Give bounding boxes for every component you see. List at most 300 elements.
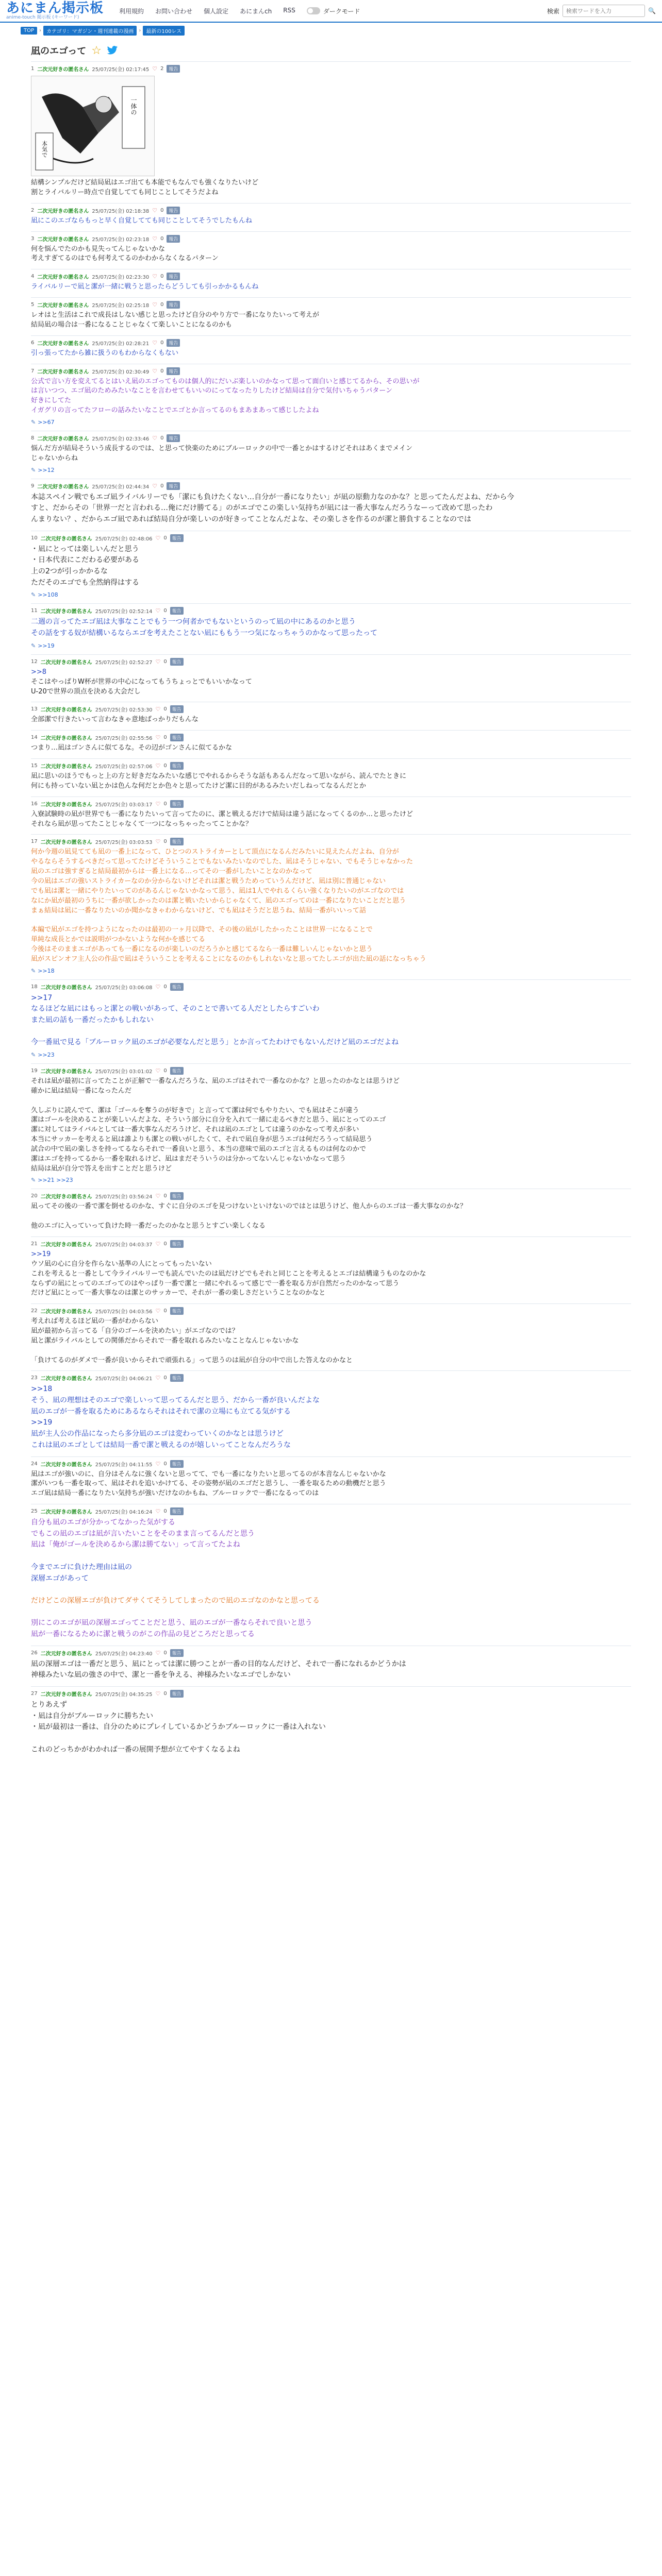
post-line: 潔に対してはライバルとしては一番大事なんだろうけど、それは凪のエゴとしては違うのかなって考えが多い (31, 1126, 359, 1134)
heart-icon[interactable]: ♡ (152, 339, 158, 346)
post-number[interactable]: 27 (31, 1691, 38, 1697)
post-body (31, 1202, 631, 1231)
post-date: 25/07/25(金) 02:48:06 (95, 536, 153, 542)
logo-text[interactable]: あにまん掲示板 (6, 1, 104, 16)
heart-icon[interactable]: ♡ (155, 1649, 161, 1656)
post-body (31, 743, 631, 753)
post-date: 25/07/25(金) 02:55:56 (95, 736, 153, 742)
report-button[interactable]: 報告 (170, 1649, 184, 1657)
post-date: 25/07/25(金) 04:11:55 (95, 1462, 153, 1468)
post-line: でも凪は潔と一緒にやりたいってのがあるんじゃないかなって思う、凪は1人でやれるくらい強くなりたいのがエゴなのでは (31, 887, 404, 895)
post-number[interactable]: 2 (31, 207, 35, 213)
nav-terms[interactable]: 利用規約 (119, 7, 144, 15)
post-date: 25/07/25(金) 02:44:34 (92, 484, 150, 490)
heart-icon[interactable]: ♡ (152, 235, 158, 242)
post-date: 25/07/25(金) 03:03:17 (95, 802, 153, 808)
post-line: これは凪のエゴとしては結局一番で潔と戦えるのが嬉しいってことなんだろうな (31, 1440, 291, 1449)
like-count: 0 (163, 763, 167, 769)
svg-text:本気で: 本気で (41, 141, 48, 158)
post-line: これのどっちかがわかれば一番の展開予想が立てやすくなるよね (31, 1745, 240, 1754)
post-line (31, 1212, 631, 1222)
like-count: 0 (163, 706, 167, 713)
post-date: 25/07/25(金) 02:25:18 (92, 303, 150, 309)
post-meta (31, 273, 631, 280)
report-button[interactable]: 報告 (170, 762, 184, 770)
poster-name: 二次元好きの匿名さん (40, 1376, 92, 1382)
post-line: まぁ結局は凪に一番なりたいのか聞かなきゃわからないけど、でも凪はそうだと思うね、結局一番がいいって話 (31, 906, 367, 914)
nav-settings[interactable]: 個人設定 (204, 7, 229, 15)
post-number[interactable]: 22 (31, 1308, 38, 1314)
like-count: 0 (163, 1308, 167, 1314)
post-body (31, 1077, 631, 1174)
post-line (31, 1026, 631, 1038)
post-line (31, 1096, 631, 1106)
reply-links[interactable] (31, 1177, 631, 1183)
report-button[interactable]: 報告 (170, 734, 184, 741)
heart-icon[interactable]: ♡ (155, 762, 161, 770)
post-line: 深層エゴがあって (31, 1574, 89, 1583)
report-button[interactable]: 報告 (167, 207, 180, 214)
reply-links[interactable] (31, 968, 631, 974)
like-count: 0 (163, 535, 167, 541)
poster-name: 二次元好きの匿名さん (37, 275, 89, 281)
post (31, 796, 631, 835)
post-meta (31, 339, 631, 347)
header-nav (119, 7, 295, 15)
post-number[interactable]: 3 (31, 235, 35, 242)
report-button[interactable]: 報告 (170, 1067, 184, 1075)
post (31, 603, 631, 654)
reply-anchor[interactable]: >>67 (38, 418, 55, 426)
post-line: 今一番凪で見る「ブルーロック凪のエゴが必要なんだと思う」とか言ってたわけでもないんだけど凪のエゴだよね (31, 1038, 399, 1047)
post (31, 1504, 631, 1646)
post-date: 25/07/25(金) 03:01:02 (95, 1069, 153, 1075)
post-line: 何を悩んでたのかも見失ってんじゃないかな (31, 245, 166, 253)
post-date: 25/07/25(金) 02:23:30 (92, 275, 150, 281)
heart-icon[interactable]: ♡ (152, 434, 158, 442)
heart-icon[interactable]: ♡ (155, 607, 161, 615)
like-count: 0 (163, 608, 167, 614)
post (31, 654, 631, 702)
post-line: ライバルリーで凪と潔が一緒に戦うと思ったらどうしても引っかかるもんね (31, 283, 259, 291)
post-meta (31, 434, 631, 442)
site-logo[interactable] (6, 2, 104, 20)
post-line: ただそのエゴでも全然納得はする (31, 578, 139, 587)
reply-icon: ✎ (31, 1052, 36, 1058)
report-button[interactable]: 報告 (170, 607, 184, 615)
search-area (547, 5, 656, 17)
post-body (31, 772, 631, 791)
post-line: U-20で世界の頂点を決める大会だし (31, 687, 141, 696)
heart-icon[interactable]: ♡ (155, 734, 161, 741)
report-button[interactable]: 報告 (170, 1460, 184, 1468)
post-line (31, 1551, 631, 1562)
post-line: 凪ってその後の一番で潔を倒せるのかな、すぐに自分のエゴを見つけないといけないのではとは思うけど、他人からのエゴは一番大事なのかな？ (31, 1202, 467, 1211)
post-date: 25/07/25(金) 03:56:24 (95, 1194, 153, 1200)
reply-anchor[interactable]: >>12 (38, 466, 55, 473)
reply-anchor[interactable]: >>108 (38, 591, 58, 599)
twitter-icon[interactable] (107, 46, 118, 55)
post-line: やるならそうするべきだって思ってたけどそういうことでもないみたいなのでした、凪はそうじゃない、でもそうじゃなかった (31, 858, 413, 866)
poster-name: 二次元好きの匿名さん (40, 536, 92, 542)
post-line: その話をする奴が結構いるならエゴを考えたことない凪にももう一つ気になっちゃうのかなって思ったって (31, 629, 377, 638)
poster-name: 二次元好きの匿名さん (40, 736, 92, 742)
post-line (31, 1346, 631, 1356)
post-line: それなら凪が思ってたことじゃなくて一つになっちゃったってことかな？ (31, 820, 253, 828)
post-line: そう、凪の理想はそのエゴで楽しいって思ってるんだと思う、だから一番が良いんだよな (31, 1396, 320, 1405)
post (31, 1063, 631, 1189)
nav-rss[interactable]: RSS (283, 6, 295, 14)
post-number[interactable]: 24 (31, 1461, 38, 1467)
poster-name: 二次元好きの匿名さん (40, 1309, 92, 1315)
heart-icon[interactable]: ♡ (155, 706, 161, 713)
post-line: ・凪が最初は一番は、自分のためにプレイしているかどうかブルーロックに一番は入れない (31, 1723, 326, 1732)
like-count: 2 (160, 66, 164, 72)
post-line: 引っ張ってたから雑に扱うのもわからなくもない (31, 349, 179, 357)
report-button[interactable]: 報告 (170, 1307, 184, 1315)
report-button[interactable]: 報告 (170, 658, 184, 666)
post-line: 今までエゴに負けた理由は凪の (31, 1563, 132, 1571)
post-number[interactable]: 17 (31, 839, 38, 845)
post-line: 凪のエゴが一番を取るためにあるならそれはそれで潔の立場にも立てる気がする (31, 1407, 291, 1416)
post-line: 単純な成長とかでは説明がつかないような何かを感じてる (31, 936, 206, 944)
post-body (31, 444, 631, 464)
heart-icon[interactable]: ♡ (155, 983, 161, 990)
report-button[interactable]: 報告 (170, 1240, 184, 1248)
poster-name: 二次元好きの匿名さん (40, 985, 92, 991)
post-meta (31, 983, 631, 991)
post-line: >>17 (31, 993, 53, 1002)
heart-icon[interactable]: ♡ (155, 1375, 161, 1382)
post-body (31, 216, 631, 226)
post-meta (31, 607, 631, 615)
post-line: それは凪が最初に言ってたことが正解で一番なんだろうな、凪のエゴはそれで一番なのかな？と思ったのかなとは思うけど (31, 1077, 400, 1085)
report-button[interactable]: 報告 (170, 1374, 184, 1382)
post-line: また凪の話も一番だったかもしれない (31, 1015, 154, 1024)
post-line: これを考えると一番として今ライバルリーでも読んでいたのは凪だけどでもそれと同じことを考えるとエゴは結構違うものなのかな (31, 1269, 426, 1278)
post-number[interactable]: 9 (31, 483, 35, 489)
like-count: 0 (160, 483, 164, 489)
post-line: ・日本代表にこだわる必要がある (31, 556, 139, 565)
post-meta (31, 1307, 631, 1315)
poster-name: 二次元好きの匿名さん (37, 341, 89, 347)
reply-icon: ✎ (31, 967, 36, 974)
reply-anchor[interactable]: >>19 (38, 642, 55, 649)
post-line: 凪の深層エゴは一番だと思う、凪にとっては潔に勝つことが一番の目的なんだけど、それで一番になれるかどうかは (31, 1659, 406, 1668)
search-icon[interactable]: 🔍 (648, 7, 656, 14)
report-button[interactable]: 報告 (167, 301, 180, 309)
post (31, 431, 631, 479)
post (31, 1370, 631, 1456)
report-button[interactable]: 報告 (170, 1507, 184, 1515)
post (31, 231, 631, 269)
post (31, 203, 631, 231)
post-meta (31, 1460, 631, 1468)
poster-name: 二次元好きの匿名さん (40, 1242, 92, 1248)
like-count: 0 (163, 1650, 167, 1656)
post-body (31, 245, 631, 264)
post-number[interactable]: 26 (31, 1650, 38, 1656)
poster-name: 二次元好きの匿名さん (40, 1194, 92, 1200)
post-meta (31, 1690, 631, 1698)
post-number[interactable]: 19 (31, 1068, 38, 1074)
heart-icon[interactable]: ♡ (152, 65, 158, 72)
heart-icon[interactable]: ♡ (155, 838, 161, 845)
post-body (31, 311, 631, 330)
like-count: 0 (163, 735, 167, 741)
heart-icon[interactable]: ♡ (155, 1308, 161, 1315)
post (31, 1303, 631, 1370)
breadcrumb-category[interactable]: カテゴリ：マガジン・週刊連載の漫画 (43, 26, 137, 36)
reply-icon: ✎ (31, 642, 36, 649)
report-button[interactable]: 報告 (167, 339, 180, 347)
post-line: 凪は「俺がゴールを決めるから潔は勝てない」って言ってたよね (31, 1540, 240, 1549)
post-line: は言いつつ、エゴ凪のためみたいなことを言わせてもいいのにってなったりしたけど結局は自分で気付いちゃうパターン (31, 387, 392, 395)
post-number[interactable]: 13 (31, 706, 38, 713)
report-button[interactable]: 報告 (170, 1690, 184, 1698)
report-button[interactable]: 報告 (167, 367, 180, 375)
like-count: 0 (163, 1509, 167, 1515)
post-line: 入寮試験時の凪が世界でも一番になりたいって言ってたのに、潔と戦えるだけで結局は違う話になってくるのか…と思ったけど (31, 810, 413, 818)
post-line: だけどこの深層エゴが負けてダサくてそうしてしまったので凪のエゴなのかなと思ってる (31, 1596, 320, 1605)
post-line: 二週の言ってたエゴ凪は大事なことでもう一つ何者かでもないというのって凪の中にあるのかと思う (31, 618, 356, 626)
nav-animanch[interactable]: あにまんch (240, 7, 272, 15)
heart-icon[interactable]: ♡ (152, 482, 158, 489)
post-body (31, 1517, 631, 1640)
post-line: 自分も凪のエゴが分かってなかった気がする (31, 1518, 175, 1527)
post-date: 25/07/25(金) 02:53:30 (95, 707, 153, 714)
post-number[interactable]: 14 (31, 735, 38, 741)
post-line: 好きにしてた (31, 397, 72, 405)
post-line: じゃないからね (31, 454, 78, 462)
post-meta (31, 762, 631, 770)
post-meta (31, 705, 631, 713)
report-button[interactable]: 報告 (167, 434, 180, 442)
search-input[interactable] (562, 5, 645, 17)
post-number[interactable]: 4 (31, 274, 35, 280)
post (31, 269, 631, 297)
post-meta (31, 838, 631, 845)
post-line: 考えれば考えるほど凪の一番がわからない (31, 1317, 159, 1326)
post-date: 25/07/25(金) 02:18:38 (92, 208, 150, 214)
post-body (31, 668, 631, 697)
post-line: だけど凪にとって一番大事なのは潔とのサッカーで、それが一番の楽しさだということなのかなと (31, 1289, 326, 1297)
post-line: 何にも持っていない凪とかは色んな何だとか色々と思ってたけど潔に目的があるみたいだしねってなるんだとか (31, 782, 367, 790)
post-number[interactable]: 12 (31, 658, 38, 665)
report-button[interactable]: 報告 (167, 273, 180, 280)
post-date: 25/07/25(金) 02:23:18 (92, 236, 150, 243)
post-line: >>18 (31, 1385, 53, 1394)
reply-links[interactable] (31, 419, 631, 426)
reply-anchor[interactable]: >>18 (38, 967, 55, 974)
report-button[interactable]: 報告 (167, 235, 180, 243)
post-line: ならずの凪にとってのエゴってのはやっぱり一番で潔と一緒にやれるって感じで一番を取る方が自然だったのかなって思う (31, 1279, 400, 1287)
post-number[interactable]: 10 (31, 535, 38, 541)
post-line: 凪が最初から言ってる「自分のゴールを決めたい」がエゴなのでは？ (31, 1327, 239, 1335)
post-meta (31, 1067, 631, 1075)
report-button[interactable]: 報告 (167, 65, 180, 73)
like-count: 0 (163, 658, 167, 665)
post-body (31, 377, 631, 416)
post-number[interactable]: 18 (31, 984, 38, 990)
post-line: つまり…凪はゴンさんに似てるな。その辺がゴンさんに似てるかな (31, 744, 233, 752)
post-line: 凪が主人公の作品になったら多分凪のエゴは変わっていくのかなとは思うけど (31, 1430, 284, 1438)
post-line: そこはやっぱりW杯が世界の中心になってもうちょっとでもいいかなって (31, 677, 252, 686)
report-button[interactable]: 報告 (170, 705, 184, 713)
post-meta (31, 534, 631, 542)
post-line: 今後はそのままエゴがあっても一番になるのが楽しいのだろうかと感じてるなら一番は難しいんじゃないかと思う (31, 945, 373, 953)
heart-icon[interactable]: ♡ (152, 273, 158, 280)
post-number[interactable]: 8 (31, 435, 35, 441)
post-date: 25/07/25(金) 02:57:06 (95, 764, 153, 770)
nav-contact[interactable]: お問い合わせ (155, 7, 193, 15)
post-date: 25/07/25(金) 02:52:14 (95, 609, 153, 615)
post (31, 335, 631, 364)
heart-icon[interactable]: ♡ (155, 1508, 161, 1515)
breadcrumb-separator-icon: › (39, 28, 42, 33)
thread-title-row (0, 39, 662, 61)
reply-anchor[interactable]: >>23 (38, 1052, 55, 1058)
post-image[interactable] (31, 76, 155, 176)
like-count: 0 (160, 235, 164, 242)
post-line: 悩んだ方が結局そういう成長するのでは、と思って快楽のためにブルーロックの中で一番とかはするけどそれはあくまでメイン (31, 444, 412, 452)
post-date: 25/07/25(金) 04:03:56 (95, 1309, 153, 1315)
poster-name: 二次元好きの匿名さん (37, 484, 89, 490)
reply-icon: ✎ (31, 418, 36, 426)
post-number[interactable]: 11 (31, 608, 38, 614)
reply-links[interactable] (31, 1052, 631, 1058)
post-number[interactable]: 23 (31, 1375, 38, 1381)
post-line: >>19 (31, 1418, 53, 1427)
heart-icon[interactable]: ♡ (155, 658, 161, 665)
reply-links[interactable] (31, 467, 631, 473)
poster-name: 二次元好きの匿名さん (40, 609, 92, 615)
heart-icon[interactable]: ♡ (152, 301, 158, 309)
heart-icon[interactable]: ♡ (155, 1067, 161, 1074)
post (31, 758, 631, 796)
post (31, 1456, 631, 1504)
poster-name: 二次元好きの匿名さん (40, 707, 92, 714)
like-count: 0 (163, 1461, 167, 1467)
post-number[interactable]: 6 (31, 340, 35, 346)
heart-icon[interactable]: ♡ (155, 1460, 161, 1467)
reply-links[interactable] (31, 591, 631, 598)
reply-anchor[interactable]: >>21 >>23 (38, 1177, 73, 1184)
heart-icon[interactable]: ♡ (152, 367, 158, 375)
poster-name: 二次元好きの匿名さん (37, 369, 89, 375)
post-line: 本誌スペイン戦でもエゴ凪ライバルリーでも「潔にも負けたくない…自分が一番になりたい」が凪の原動力なのかな？と思ってたんだよね、だから今 (31, 493, 515, 501)
post-number[interactable]: 1 (31, 66, 35, 72)
post-number[interactable]: 20 (31, 1193, 38, 1199)
post-line: 久しぶりに読んでて、潔は「ゴールを奪うのが好きで」と言ってて潔は何でもやりたい、でも凪はそこが違う (31, 1106, 359, 1114)
post (31, 1189, 631, 1236)
report-button[interactable]: 報告 (170, 838, 184, 845)
post-line: 凪がスピンオフ主人公の作品で凪はそういうことを考えることになるのかもしれないなと思ってたしエゴが出た凪の話になっちゃう (31, 955, 426, 963)
post-line: 全部潔で行きたいって言わなきゃ意地ばっかりだもんな (31, 716, 199, 724)
post-number[interactable]: 16 (31, 801, 38, 807)
like-count: 0 (163, 839, 167, 845)
dark-mode-label: ダークモード (323, 7, 360, 15)
heart-icon[interactable]: ♡ (155, 1193, 161, 1200)
post-date: 25/07/25(金) 04:23:40 (95, 1651, 153, 1657)
post-line: 試合の中で凪の楽しさを持ってるならそれで一番良いと思う、本当の意味で凪のエゴと言えるものは何なのかで (31, 1145, 367, 1153)
post-line: 確かに凪は結局一番になったんだ (31, 1087, 132, 1095)
reply-icon: ✎ (31, 1177, 36, 1184)
post-date: 25/07/25(金) 02:28:21 (92, 341, 150, 347)
post-line: >>19 (31, 1250, 51, 1258)
post-body (31, 1470, 631, 1499)
poster-name: 二次元好きの匿名さん (37, 303, 89, 309)
heart-icon[interactable]: ♡ (155, 1240, 161, 1247)
site-header (0, 0, 662, 23)
report-button[interactable]: 報告 (170, 800, 184, 808)
post-meta (31, 207, 631, 214)
heart-icon[interactable]: ♡ (155, 800, 161, 807)
post-line: ・凪にとっては楽しいんだと思う (31, 545, 139, 553)
report-button[interactable]: 報告 (170, 1192, 184, 1200)
breadcrumb (0, 23, 662, 39)
poster-name: 二次元好きの匿名さん (37, 236, 89, 243)
post-number[interactable]: 25 (31, 1509, 38, 1515)
post-line: 凪と潔がライバルとしての関係だからそれで一番を取れるみたいなことなんじゃないかな (31, 1336, 299, 1345)
post-line: 上の2つが引っかかるな (31, 567, 108, 576)
toggle-switch[interactable] (307, 7, 320, 14)
heart-icon[interactable]: ♡ (152, 207, 158, 214)
post-line: 潔がいつも一番を取って、凪はそれを追いかけてる、その姿勢が凪のエゴだと思うし、一番を取るための動機だと思う (31, 1480, 386, 1488)
post-line: 凪にこのエゴならもっと早く自覚してても同じことしてそうでしたもんね (31, 216, 253, 225)
svg-text:一体の: 一体の (130, 97, 137, 115)
like-count: 0 (163, 984, 167, 990)
report-button[interactable]: 報告 (170, 534, 184, 542)
post (31, 297, 631, 335)
post-body (31, 993, 631, 1048)
post-number[interactable]: 5 (31, 302, 35, 308)
post-number[interactable]: 15 (31, 763, 38, 769)
breadcrumb-latest[interactable]: 最新の100レス (143, 26, 185, 36)
post-meta (31, 235, 631, 243)
like-count: 0 (163, 1241, 167, 1247)
post-meta (31, 1240, 631, 1248)
post-meta (31, 301, 631, 309)
post-meta (31, 734, 631, 741)
post-line: 別にこのエゴが凪の深層エゴってことだと思う、凪のエゴが一番ならそれで良いと思う (31, 1619, 312, 1628)
like-count: 0 (163, 1691, 167, 1697)
heart-icon[interactable]: ♡ (155, 1690, 161, 1697)
report-button[interactable]: 報告 (167, 482, 180, 490)
breadcrumb-top[interactable]: TOP (21, 27, 37, 35)
post-body (31, 1700, 631, 1755)
poster-name: 二次元好きの匿名さん (40, 659, 92, 666)
post-line: とりあえず (31, 1701, 67, 1709)
report-button[interactable]: 報告 (170, 983, 184, 991)
reply-links[interactable] (31, 642, 631, 649)
favorite-star-icon[interactable]: ☆ (91, 44, 102, 57)
poster-name: 二次元好きの匿名さん (40, 1462, 92, 1468)
poster-name: 二次元好きの匿名さん (40, 802, 92, 808)
post (31, 1646, 631, 1686)
post-number[interactable]: 7 (31, 368, 35, 374)
post-number[interactable]: 21 (31, 1241, 38, 1247)
post-line: ・凪は自分がブルーロックに勝ちたい (31, 1711, 154, 1720)
heart-icon[interactable]: ♡ (155, 534, 161, 541)
post-line: 他のエゴに入っていって負けた時一番だったのかなと思うとすごい楽しくなる (31, 1222, 266, 1230)
post-body (31, 1317, 631, 1365)
dark-mode-toggle[interactable] (307, 7, 360, 15)
poster-name: 二次元好きの匿名さん (37, 67, 89, 73)
post-body (31, 810, 631, 829)
page-title: 凪のエゴって (31, 46, 87, 57)
post-line: ウソ凪の心に自分を作らない基準の人にとってもったいない (31, 1260, 212, 1268)
